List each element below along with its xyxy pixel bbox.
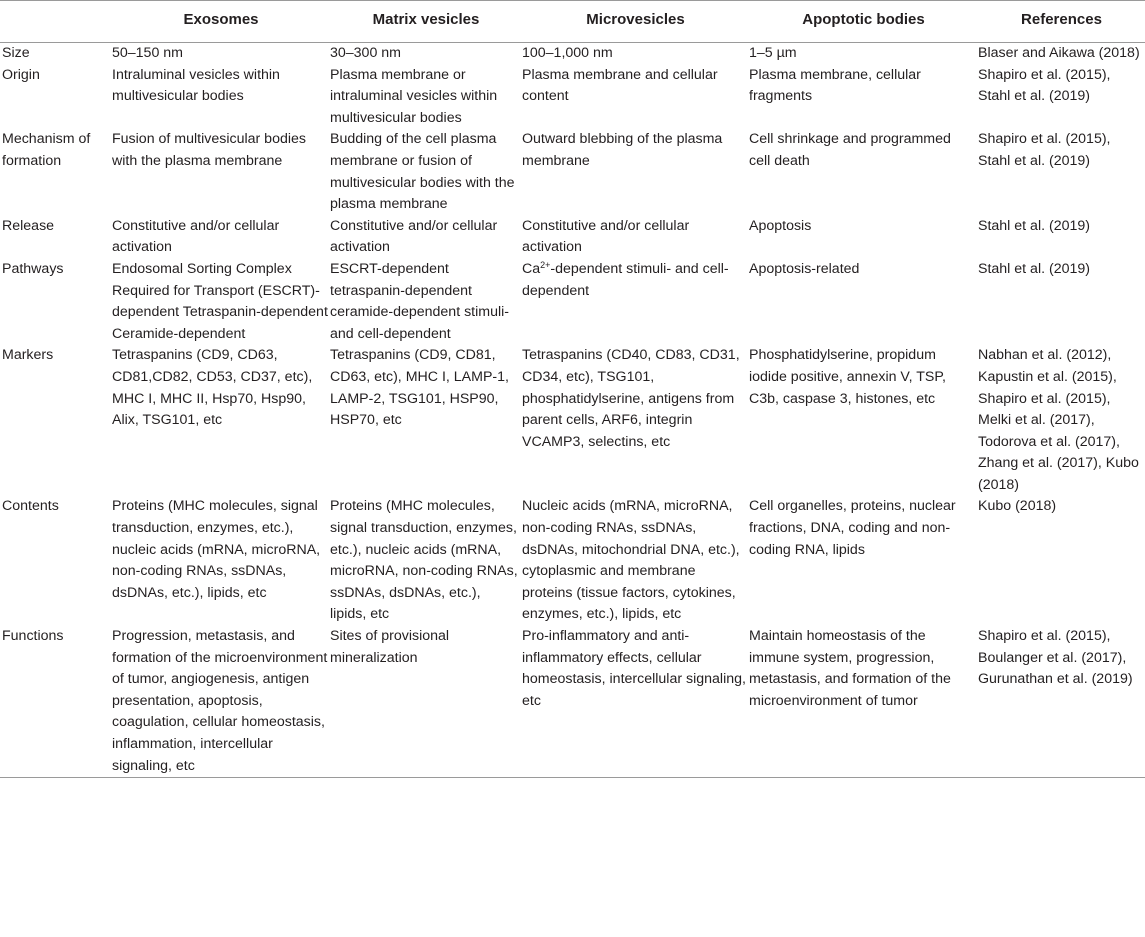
- table-row-size: [0, 43, 1145, 65]
- cell-microvesicles: Constitutive and/or cellular activation: [522, 217, 690, 256]
- cell-references: Shapiro et al. (2015), Stahl et al. (2019): [978, 66, 1111, 105]
- cell-apoptotic-bodies: Plasma membrane, cellular fragments: [749, 66, 921, 105]
- header-references: References: [1021, 11, 1102, 28]
- cell-matrix-vesicles: Plasma membrane or intraluminal vesicles within multivesicular bodies: [330, 66, 498, 126]
- cell-exosomes: Constitutive and/or cellular activation: [112, 217, 280, 256]
- cell-references: Stahl et al. (2019): [978, 260, 1090, 277]
- cell-microvesicles: Outward blebbing of the plasma membrane: [522, 131, 723, 169]
- table-row-functions: [0, 626, 1145, 778]
- cell-apoptotic-bodies: Maintain homeostasis of the immune system, progression, metastasis, and formation of the microenvironment of tumor: [749, 628, 951, 709]
- table-row-origin: [0, 65, 1145, 130]
- cell-apoptotic-bodies: 1–5 µm: [749, 45, 797, 61]
- table-header-row: [0, 1, 1145, 43]
- cell-references: Nabhan et al. (2012), Kapustin et al. (2015), Shapiro et al. (2015), Melki et al. (2017), Todorova et al. (2017), Zhang et al. (2017), Kubo (2018): [978, 347, 1139, 493]
- cell-references: Stahl et al. (2019): [978, 217, 1090, 234]
- table-row-release: [0, 216, 1145, 259]
- cell-matrix-vesicles: Sites of provisional mineralization: [330, 628, 450, 666]
- header-apoptotic-bodies: Apoptotic bodies: [802, 11, 925, 28]
- calcium-base: Ca: [522, 260, 541, 277]
- row-label: Contents: [2, 498, 59, 515]
- cell-microvesicles: 100–1,000 nm: [522, 45, 613, 61]
- cell-references: Shapiro et al. (2015), Stahl et al. (2019): [978, 131, 1111, 169]
- cell-references: Shapiro et al. (2015), Boulanger et al. (2017), Gurunathan et al. (2019): [978, 628, 1133, 688]
- cell-microvesicles: [522, 259, 749, 345]
- cell-apoptotic-bodies: Phosphatidylserine, propidum iodide positive, annexin V, TSP, C3b, caspase 3, histones, etc: [749, 347, 946, 407]
- cell-exosomes: Proteins (MHC molecules, signal transduction, enzymes, etc.), nucleic acids (mRNA, microRNA, non-coding RNAs, ssDNAs, dsDNAs, etc.), lipids, etc: [112, 498, 321, 601]
- cell-apoptotic-bodies: Cell shrinkage and programmed cell death: [749, 131, 951, 169]
- cell-exosomes: Progression, metastasis, and formation of the microenvironment of tumor, angiogenesis, antigen presentation, apoptosis, coagulation, cellular homeostasis, inflammation, intercellular signaling, etc: [112, 628, 328, 774]
- cell-exosomes: Tetraspanins (CD9, CD63, CD81,CD82, CD53, CD37, etc), MHC I, MHC II, Hsp70, Hsp90, Alix, TSG101, etc: [112, 347, 313, 429]
- calcium-rest: -dependent stimuli- and cell-dependent: [522, 260, 729, 299]
- row-label: Mechanism of formation: [2, 131, 91, 169]
- header-exosomes: Exosomes: [183, 11, 259, 28]
- cell-references: Blaser and Aikawa (2018): [978, 45, 1140, 61]
- header-microvesicles: Microvesicles: [586, 11, 685, 28]
- cell-apoptotic-bodies: Apoptosis-related: [749, 260, 860, 277]
- table-row-markers: [0, 345, 1145, 496]
- cell-apoptotic-bodies: Cell organelles, proteins, nuclear fractions, DNA, coding and non-coding RNA, lipids: [749, 498, 956, 558]
- row-label: Origin: [2, 66, 40, 83]
- cell-matrix-vesicles: Budding of the cell plasma membrane or fusion of multivesicular bodies with the plasma membrane: [330, 131, 515, 213]
- row-label: Functions: [2, 628, 64, 645]
- cell-matrix-vesicles: Proteins (MHC molecules, signal transduction, enzymes, etc.), nucleic acids (mRNA, microRNA, non-coding RNAs, ssDNAs, dsDNAs, etc.), lipids, etc: [330, 498, 518, 623]
- cell-microvesicles: Nucleic acids (mRNA, microRNA, non-coding RNAs, ssDNAs, dsDNAs, mitochondrial DNA, etc.), cytoplasmic and membrane proteins (tissue factors, cytokines, enzymes, etc.), lipids, etc: [522, 498, 740, 623]
- row-label: Pathways: [2, 260, 64, 277]
- cell-exosomes: 50–150 nm: [112, 45, 183, 61]
- cell-microvesicles: Pro-inflammatory and anti-inflammatory effects, cellular homeostasis, intercellular signaling, etc: [522, 628, 746, 709]
- header-empty: [0, 1, 112, 43]
- header-matrix-vesicles: Matrix vesicles: [372, 11, 480, 28]
- row-label: Markers: [2, 347, 54, 364]
- cell-microvesicles: Tetraspanins (CD40, CD83, CD31, CD34, etc), TSG101, phosphatidylserine, antigens from parent cells, ARF6, integrin VCAMP3, selectins, etc: [522, 347, 740, 450]
- table-row-pathways: [0, 259, 1145, 345]
- cell-exosomes: Fusion of multivesicular bodies with the plasma membrane: [112, 131, 306, 169]
- cell-microvesicles: Plasma membrane and cellular content: [522, 66, 718, 105]
- table-row-mechanism: [0, 129, 1145, 215]
- row-label: Size: [2, 45, 30, 61]
- table-row-contents: [0, 496, 1145, 626]
- cell-apoptotic-bodies: Apoptosis: [749, 217, 812, 234]
- calcium-superscript: 2+: [540, 259, 551, 270]
- cell-exosomes: Endosomal Sorting Complex Required for Transport (ESCRT)-dependent Tetraspanin-dependent Ceramide-dependent: [112, 260, 328, 342]
- cell-matrix-vesicles: Tetraspanins (CD9, CD81, CD63, etc), MHC I, LAMP-1, LAMP-2, TSG101, HSP90, HSP70, etc: [330, 347, 509, 429]
- row-label: Release: [2, 217, 55, 234]
- cell-matrix-vesicles: 30–300 nm: [330, 45, 401, 61]
- cell-matrix-vesicles: Constitutive and/or cellular activation: [330, 217, 498, 256]
- cell-references: Kubo (2018): [978, 498, 1057, 515]
- cell-matrix-vesicles: ESCRT-dependent tetraspanin-dependent ceramide-dependent stimuli- and cell-dependent: [330, 260, 510, 342]
- cell-exosomes: Intraluminal vesicles within multivesicular bodies: [112, 66, 280, 105]
